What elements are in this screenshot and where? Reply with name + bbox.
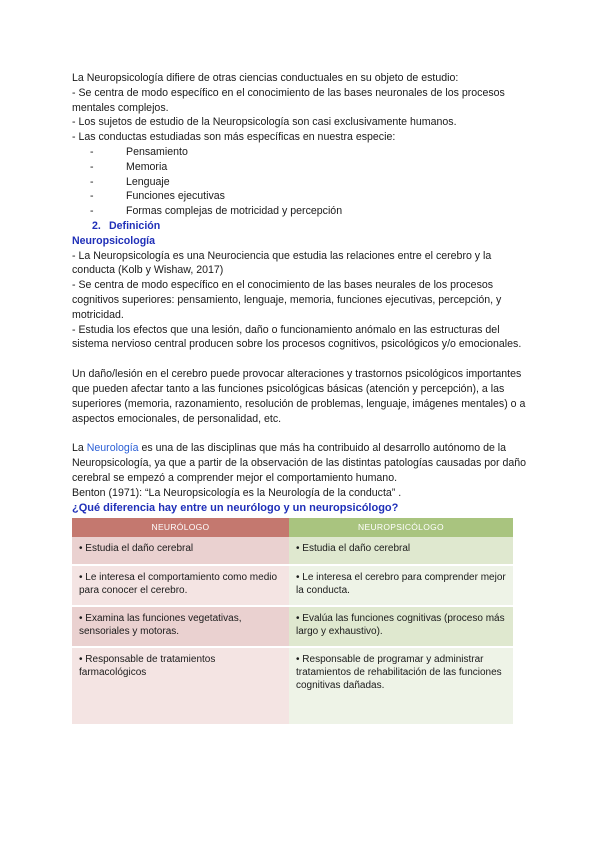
table-row — [72, 647, 513, 725]
list-item: - Funciones ejecutivas — [90, 190, 225, 203]
dash-marker: - — [90, 175, 94, 188]
table-row — [72, 606, 513, 647]
neurologist-cell: • Responsable de tratamientos farmacológicos — [72, 647, 289, 725]
section-subtitle: Neuropsicología — [72, 234, 155, 247]
neuropsychologist-cell: • Evalúa las funciones cognitivas (proceso más largo y exhaustivo). — [289, 606, 513, 647]
neuropsychologist-cell: • Estudia el daño cerebral — [289, 537, 513, 565]
list-item: - Formas complejas de motricidad y percepción — [90, 205, 343, 218]
dash-marker: - — [90, 190, 94, 203]
intro-point: - Se centra de modo específico en el conocimiento de las bases neuronales de los procesos mentales complejos. — [72, 86, 505, 114]
definition-point: - Se centra de modo específico en el conocimiento de las bases neurales de los procesos cognitivos superiores: pensamiento, lenguaje, memoria, funciones ejecutivas, percepción, y motricidad. — [72, 279, 502, 321]
neurology-link[interactable]: Neurología — [86, 442, 139, 455]
table-row — [72, 537, 513, 565]
comparison-table — [72, 518, 513, 726]
neurologist-header: NEURÓLOGO — [72, 518, 289, 537]
neuropsychologist-cell: • Responsable de programar y administrar tratamientos de rehabilitación de las funciones cognitivas dañadas. — [289, 647, 513, 725]
table-row — [72, 565, 513, 606]
dash-marker: - — [90, 160, 94, 173]
dash-marker: - — [90, 205, 94, 218]
definition-point: - La Neuropsicología es una Neurociencia que estudia las relaciones entre el cerebro y la conducta (Kolb y Wishaw, 2017) — [72, 249, 492, 277]
comparison-question: ¿Qué diferencia hay entre un neurólogo y un neuropsicólogo? — [72, 501, 399, 514]
neurology-paragraph: La Neurología es una de las disciplinas que más ha contribuido al desarrollo autónomo de la Neuropsicología, ya que a partir de la observación de las distintas patologías causadas por daño cerebral se empezó a comprender mejor el comportamiento humano. — [72, 442, 527, 484]
intro-point: - Los sujetos de estudio de la Neuropsicología son casi exclusivamente humanos. — [72, 116, 457, 129]
neurologist-cell: • Estudia el daño cerebral — [72, 537, 289, 565]
page-content — [72, 71, 528, 726]
neurologist-cell: • Examina las funciones vegetativas, sensoriales y motoras. — [72, 606, 289, 647]
neuropsychologist-header: NEUROPSICÓLOGO — [289, 518, 513, 537]
intro-point: - Las conductas estudiadas son más específicas en nuestra especie: — [72, 131, 396, 144]
spacer — [72, 352, 528, 367]
neuropsychologist-cell: • Le interesa el cerebro para comprender mejor la conducta. — [289, 565, 513, 606]
behaviors-list — [72, 145, 528, 219]
definition-point: - Estudia los efectos que una lesión, daño o funcionamiento anómalo en las estructuras del sistema nervioso central producen sobre los procesos cognitivos, psicológicos y/o emocionales. — [72, 323, 522, 351]
dash-marker: - — [90, 145, 94, 158]
section-number: 2. — [92, 219, 101, 232]
list-item: - Memoria — [90, 160, 168, 173]
benton-quote: Benton (1971): “La Neuropsicología es la Neurología de la conducta” . — [72, 486, 402, 499]
table-header-row — [72, 518, 513, 537]
neurologist-cell: • Le interesa el comportamiento como medio para conocer el cerebro. — [72, 565, 289, 606]
damage-paragraph: Un daño/lesión en el cerebro puede provocar alteraciones y trastornos psicológicos importantes que pueden afectar tanto a las funciones psicológicas básicas (atención y percepción), a las superiores (memoria, razonamiento, resolución de problemas, lenguaje, imágenes mentales) o a aspectos emocionales, de personalidad, etc. — [72, 368, 526, 425]
section-heading — [72, 219, 528, 234]
list-item: - Pensamiento — [90, 145, 188, 158]
spacer — [72, 426, 528, 441]
section-title: Definición — [109, 219, 161, 232]
intro-lead: La Neuropsicología difiere de otras ciencias conductuales en su objeto de estudio: — [72, 72, 459, 84]
list-item: - Lenguaje — [90, 175, 170, 188]
